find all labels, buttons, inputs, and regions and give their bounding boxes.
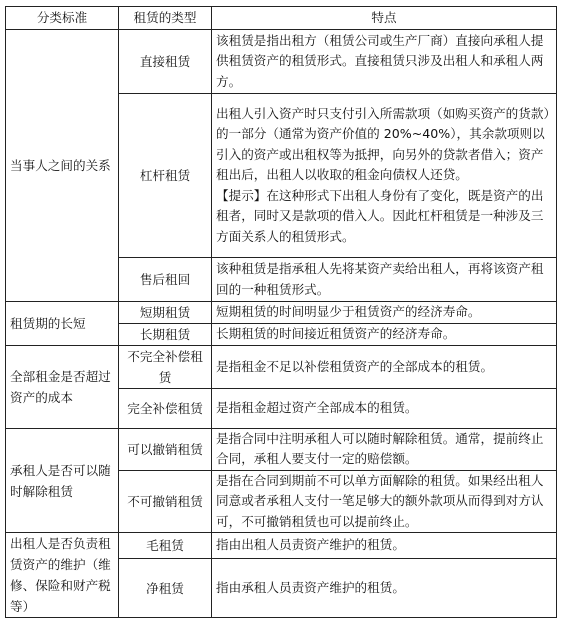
lease-classification-table — [5, 6, 557, 618]
category-cell: 全部租金是否超过资产的成本 — [6, 346, 119, 429]
feature-paragraph: 是指租金超过资产全部成本的租赁。 — [216, 400, 418, 416]
category-cell: 承租人是否可以随时解除租赁 — [6, 429, 119, 533]
table-row — [6, 346, 557, 389]
category-cell: 当事人之间的关系 — [6, 30, 119, 302]
feature-paragraph: 指由出租人员责资产维护的租赁。 — [216, 537, 405, 553]
features-cell — [212, 94, 557, 258]
header-category: 分类标准 — [6, 7, 119, 30]
category-cell: 出租人是否负责租赁资产的维护（维修、保险和财产税等） — [6, 533, 119, 618]
lease-type-cell: 直接租赁 — [119, 30, 212, 94]
lease-type-cell: 售后租回 — [119, 258, 212, 302]
features-cell — [212, 559, 557, 618]
feature-paragraph: 出租人引入资产时只支付引入所需款项（如购买资产的货款）的一部分（通常为资产价值的 20%~40%），其余款项则以引入的资产或出租权等为抵押，向另外的贷款者借入；资产租出后，出租人以收取的租金向债权人还贷。 — [216, 106, 550, 183]
table-header-row — [6, 7, 557, 30]
feature-paragraph: 是指租金不足以补偿租赁资产的全部成本的租赁。 — [216, 358, 494, 374]
feature-paragraph: 短期租赁的时间明显少于租赁资产的经济寿命。 — [216, 304, 481, 320]
features-cell — [212, 429, 557, 471]
lease-type-cell: 长期租赁 — [119, 324, 212, 346]
lease-type-cell: 不可撤销租赁 — [119, 470, 212, 532]
features-cell — [212, 470, 557, 532]
table-row — [6, 302, 557, 324]
features-cell — [212, 258, 557, 302]
feature-paragraph: 是指合同中注明承租人可以随时解除租赁。通常，提前终止合同，承租人要支付一定的赔偿额。 — [216, 431, 544, 467]
lease-type-cell: 净租赁 — [119, 559, 212, 618]
lease-type-cell: 完全补偿租赁 — [119, 389, 212, 429]
table-body — [6, 30, 557, 618]
feature-paragraph: 【提示】在这种形式下出租人身份有了变化，既是资产的出租者，同时又是款项的借入人。因此杠杆租赁是一种涉及三方面关系人的租赁形式。 — [216, 187, 544, 244]
feature-paragraph: 指由承租人员责资产维护的租赁。 — [216, 579, 405, 595]
lease-type-cell: 可以撤销租赁 — [119, 429, 212, 471]
feature-paragraph: 该种租赁是指承租人先将某资产卖给出租人，再将该资产租回的一种租赁形式。 — [216, 261, 544, 297]
lease-type-cell: 短期租赁 — [119, 302, 212, 324]
table-row — [6, 429, 557, 471]
lease-type-cell: 毛租赁 — [119, 533, 212, 559]
table-row — [6, 533, 557, 559]
features-cell — [212, 346, 557, 389]
feature-paragraph: 是指在合同到期前不可以单方面解除的租赁。如果经出租人同意或者承租人支付一笔足够大的额外款项从而得到对方认可，不可撤销租赁也可以提前终止。 — [216, 472, 544, 529]
features-cell — [212, 533, 557, 559]
table-row — [6, 30, 557, 94]
lease-type-cell: 杠杆租赁 — [119, 94, 212, 258]
features-cell — [212, 302, 557, 324]
lease-type-cell: 不完全补偿租赁 — [119, 346, 212, 389]
header-lease-type: 租赁的类型 — [119, 7, 212, 30]
feature-paragraph: 长期租赁的时间接近租赁资产的经济寿命。 — [216, 326, 456, 342]
feature-paragraph: 该租赁是指出租方（租赁公司或生产厂商）直接向承租人提供租赁资产的租赁形式。直接租赁只涉及出租人和承租人两方。 — [216, 32, 544, 89]
features-cell — [212, 389, 557, 429]
category-cell: 租赁期的长短 — [6, 302, 119, 346]
features-cell — [212, 324, 557, 346]
features-cell — [212, 30, 557, 94]
header-features: 特点 — [212, 7, 557, 30]
